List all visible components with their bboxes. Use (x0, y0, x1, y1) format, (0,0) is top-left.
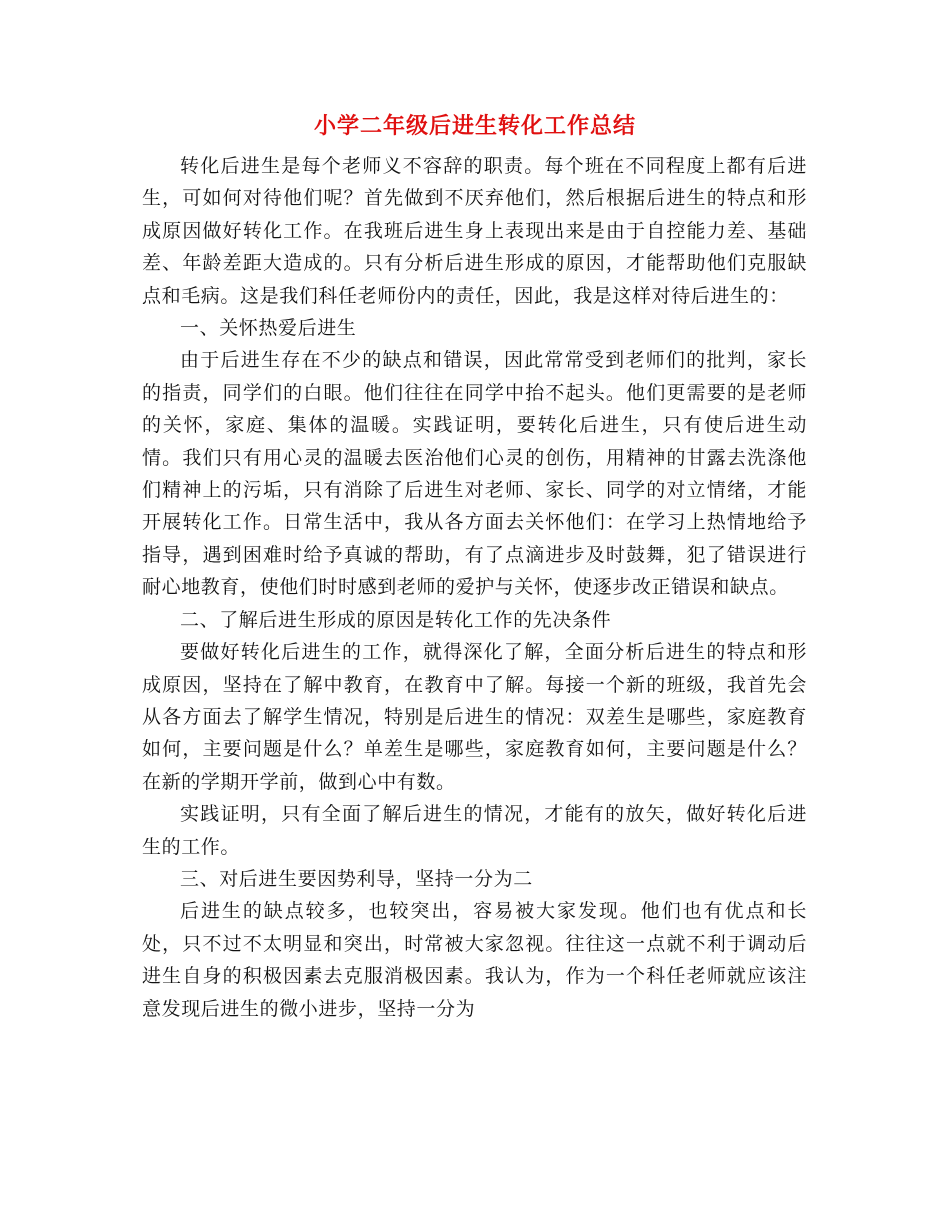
section-heading-2: 二、了解后进生形成的原因是转化工作的先决条件 (180, 608, 612, 631)
document-body (142, 150, 807, 1025)
section-heading-3: 三、对后进生要因势利导，坚持一分为二 (180, 867, 533, 890)
paragraph-section-2: 要做好转化后进生的工作，就得深化了解，全面分析后进生的特点和形成原因，坚持在了解中教育，在教育中了解。每接一个新的班级，我首先会从各方面去了解学生情况，特别是后进生的情况：双差生是哪些，家庭教育如何，主要问题是什么？单差生是哪些，家庭教育如何，主要问题是什么？在新的学期开学前，做到心中有数。 (142, 641, 807, 793)
document-title: 小学二年级后进生转化工作总结 (313, 113, 636, 139)
paragraph-section-3: 后进生的缺点较多，也较突出，容易被大家发现。他们也有优点和长处，只不过不太明显和突出，时常被大家忽视。往往这一点就不利于调动后进生自身的积极因素去克服消极因素。我认为，作为一个科任老师就应该注意发现后进生的微小进步，坚持一分为 (142, 900, 807, 1020)
paragraph-section-1: 由于后进生存在不少的缺点和错误，因此常常受到老师们的批判，家长的指责，同学们的白眼。他们往往在同学中抬不起头。他们更需要的是老师的关怀，家庭、集体的温暖。实践证明，要转化后进生，只有使后进生动情。我们只有用心灵的温暖去医治他们心灵的创伤，用精神的甘露去洗涤他们精神上的污垢，只有消除了后进生对老师、家长、同学的对立情绪，才能开展转化工作。日常生活中，我从各方面去关怀他们：在学习上热情地给予指导，遇到困难时给予真诚的帮助，有了点滴进步及时鼓舞，犯了错误进行耐心地教育，使他们时时感到老师的爱护与关怀，使逐步改正错误和缺点。 (142, 349, 807, 599)
paragraph-section-2-conclusion: 实践证明，只有全面了解后进生的情况，才能有的放矢，做好转化后进生的工作。 (142, 803, 807, 858)
section-heading-1: 一、关怀热爱后进生 (180, 317, 357, 340)
paragraph-intro: 转化后进生是每个老师义不容辞的职责。每个班在不同程度上都有后进生，可如何对待他们呢？首先做到不厌弃他们，然后根据后进生的特点和形成原因做好转化工作。在我班后进生身上表现出来是由于自控能力差、基础差、年龄差距大造成的。只有分析后进生形成的原因，才能帮助他们克服缺点和毛病。这是我们科任老师份内的责任，因此，我是这样对待后进生的： (142, 155, 807, 307)
